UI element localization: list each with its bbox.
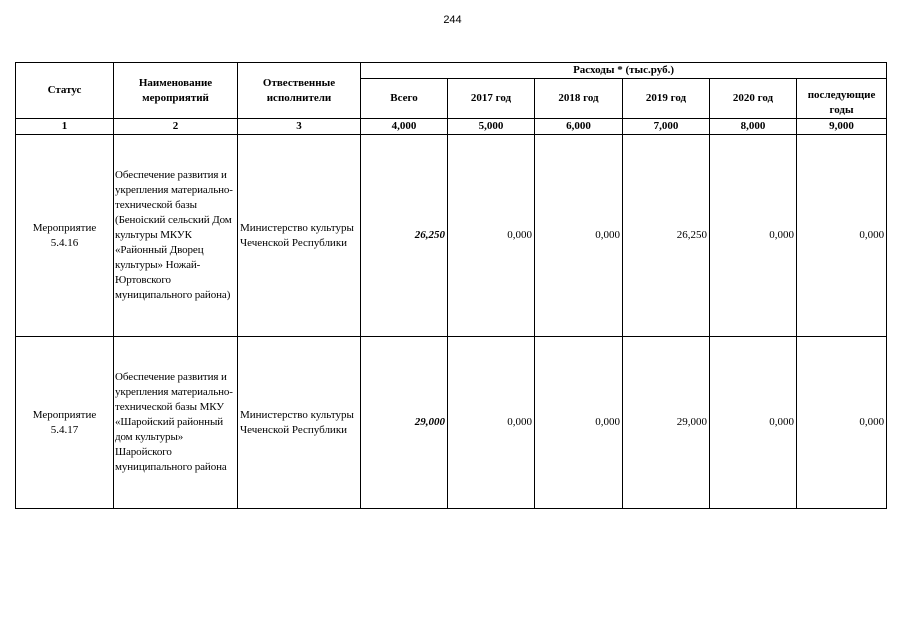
page-number: 244 [443,14,462,26]
header-2018: 2018 год [535,79,623,119]
header-executors: Отвественные исполнители [238,63,361,119]
header-total: Всего [361,79,448,119]
row-2020: 0,000 [710,135,797,337]
row-2019: 29,000 [623,337,710,509]
table-row [16,337,887,509]
row-status: Мероприятие 5.4.16 [16,135,114,337]
header-2019: 2019 год [623,79,710,119]
row-2020: 0,000 [710,337,797,509]
column-number: 7,000 [623,119,710,135]
row-2018: 0,000 [535,135,623,337]
column-number: 8,000 [710,119,797,135]
column-number: 1 [16,119,114,135]
row-total: 29,000 [361,337,448,509]
budget-table [15,62,887,509]
row-total: 26,250 [361,135,448,337]
row-name: Обеспечение развития и укрепления материально-технической базы (Беноiский сельский Дом культуры МКУК «Районный Дворец культуры» Ножай-Юртовского муниципального района) [114,135,238,337]
header-name: Наименование мероприятий [114,63,238,119]
row-name: Обеспечение развития и укрепления материально-технической базы МКУ «Шаройский районный дом культуры» Шаройского муниципального района [114,337,238,509]
header-expenses: Расходы * (тыс.руб.) [361,63,887,79]
column-number: 3 [238,119,361,135]
row-later-years: 0,000 [797,337,887,509]
row-status: Мероприятие 5.4.17 [16,337,114,509]
column-number: 5,000 [448,119,535,135]
header-2020: 2020 год [710,79,797,119]
row-executor: Министерство культуры Чеченской Республики [238,337,361,509]
column-number: 6,000 [535,119,623,135]
header-later-years: последующие годы [797,79,887,119]
column-number: 9,000 [797,119,887,135]
header-status: Статус [16,63,114,119]
row-2017: 0,000 [448,135,535,337]
header-2017: 2017 год [448,79,535,119]
row-2018: 0,000 [535,337,623,509]
row-executor: Министерство культуры Чеченской Республики [238,135,361,337]
row-2017: 0,000 [448,337,535,509]
column-number-row [16,119,887,135]
row-2019: 26,250 [623,135,710,337]
column-number: 4,000 [361,119,448,135]
table-row [16,135,887,337]
row-later-years: 0,000 [797,135,887,337]
column-number: 2 [114,119,238,135]
